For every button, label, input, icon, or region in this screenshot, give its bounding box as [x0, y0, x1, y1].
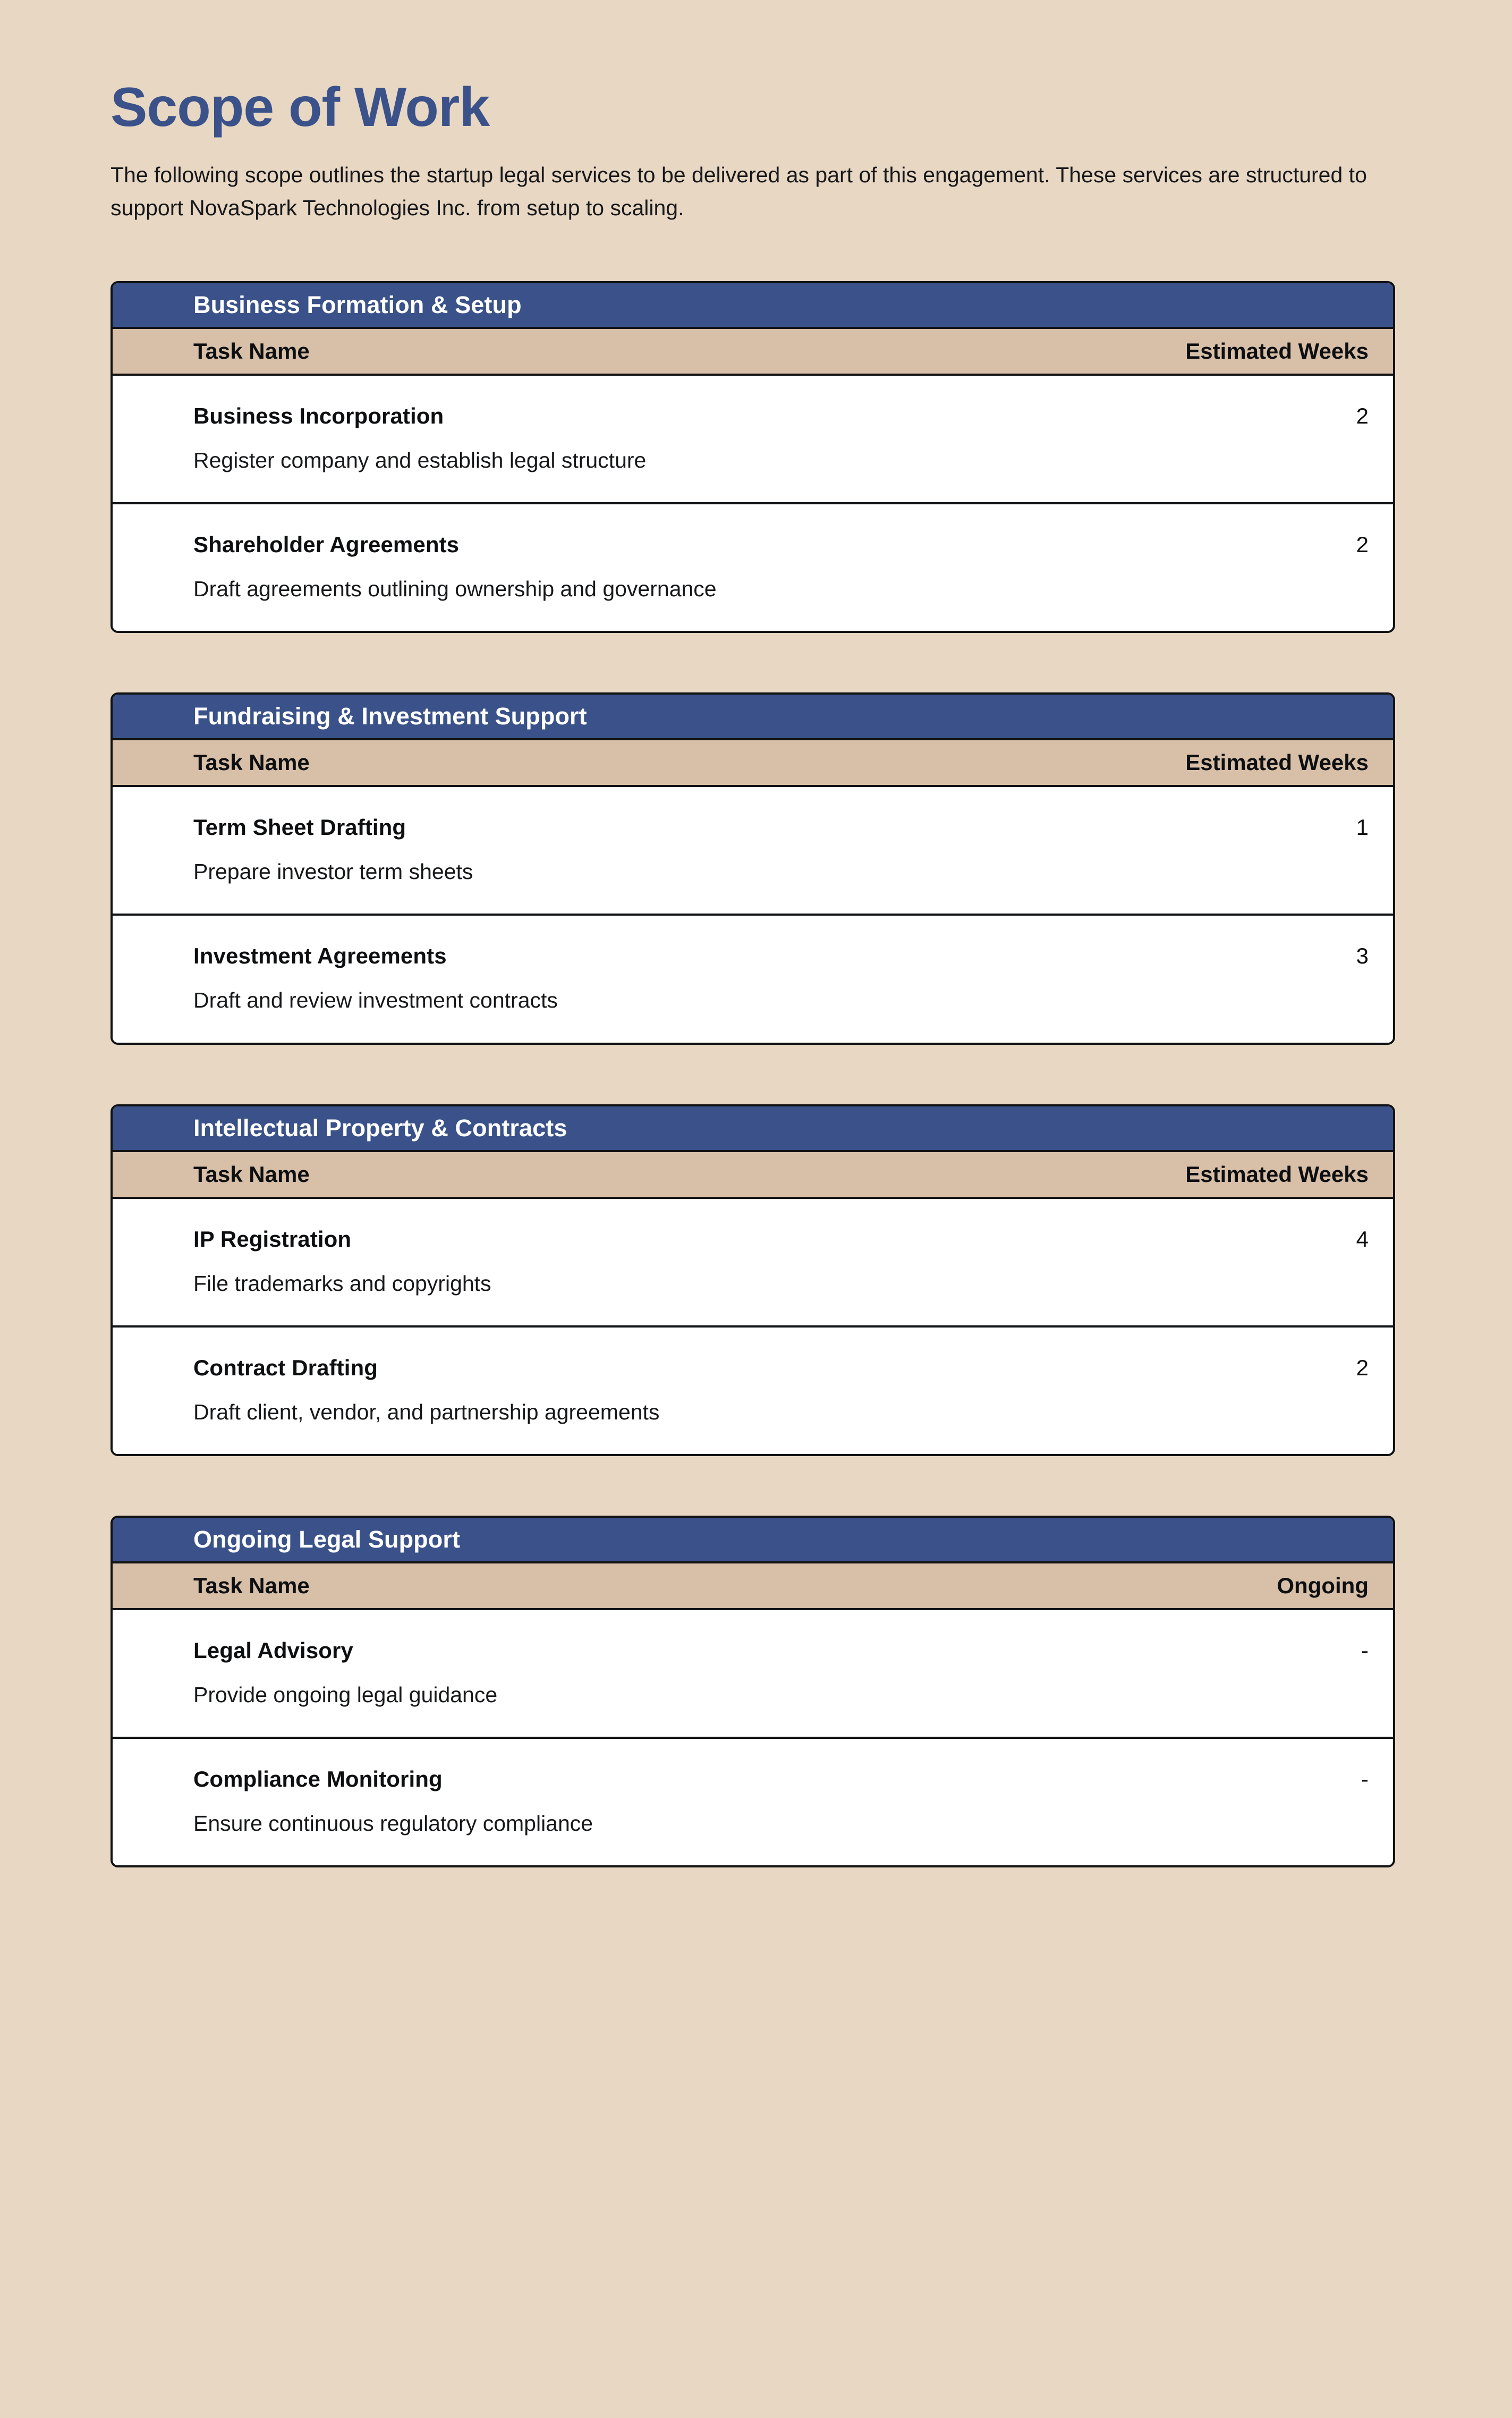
task-metric-value: 3 [1356, 943, 1369, 969]
task-name: Term Sheet Drafting [193, 815, 406, 840]
task-name: Business Incorporation [193, 403, 444, 428]
task-row-primary-line [193, 403, 1369, 428]
task-metric-value: 1 [1356, 815, 1369, 840]
task-description: Provide ongoing legal guidance [193, 1682, 498, 1707]
section-title: Business Formation & Setup [193, 291, 522, 318]
table-row [113, 1610, 1393, 1739]
page-title: Scope of Work [111, 77, 490, 138]
task-name: IP Registration [193, 1226, 352, 1252]
table-row [113, 787, 1393, 916]
section-title: Intellectual Property & Contracts [193, 1114, 567, 1142]
section-title: Ongoing Legal Support [193, 1525, 461, 1553]
task-row-primary-line [193, 1638, 1369, 1663]
task-name: Compliance Monitoring [193, 1766, 443, 1792]
column-header-task-name: Task Name [193, 750, 310, 775]
table-row [113, 504, 1393, 631]
task-description: Draft and review investment contracts [193, 988, 558, 1013]
column-header-task-name: Task Name [193, 1572, 310, 1598]
scope-section-card [111, 1516, 1395, 1867]
column-header-task-name: Task Name [193, 1161, 310, 1187]
table-column-header [113, 1563, 1393, 1610]
table-column-header [113, 1152, 1393, 1199]
task-metric-value: - [1361, 1637, 1369, 1663]
task-name: Legal Advisory [193, 1637, 353, 1663]
task-row-primary-line [193, 1766, 1369, 1791]
column-header-metric: Estimated Weeks [1185, 338, 1369, 363]
section-header [113, 695, 1393, 740]
section-header [113, 1106, 1393, 1152]
task-description: Register company and establish legal structure [193, 447, 647, 472]
task-description: File trademarks and copyrights [193, 1271, 491, 1296]
task-description: Draft client, vendor, and partnership agreements [193, 1399, 660, 1424]
task-name: Shareholder Agreements [193, 531, 460, 557]
column-header-metric: Estimated Weeks [1185, 750, 1369, 775]
scope-sections-list [111, 281, 1401, 1868]
section-header [113, 283, 1393, 329]
scope-section-card [111, 281, 1395, 633]
task-metric-value: - [1361, 1766, 1369, 1792]
intro-paragraph: The following scope outlines the startup legal services to be delivered as part of this engagement. These services are structured to support NovaSpark Technologies Inc. from setup to scaling. [111, 163, 1367, 221]
scope-section-card [111, 692, 1395, 1044]
section-header [113, 1518, 1393, 1563]
task-row-primary-line [193, 943, 1369, 968]
task-row-primary-line [193, 532, 1369, 557]
task-row-primary-line [193, 815, 1369, 840]
column-header-metric: Estimated Weeks [1185, 1161, 1369, 1187]
column-header-task-name: Task Name [193, 338, 310, 363]
task-metric-value: 2 [1356, 403, 1369, 428]
task-description: Ensure continuous regulatory compliance [193, 1811, 593, 1836]
table-row [113, 1739, 1393, 1865]
task-row-primary-line [193, 1227, 1369, 1252]
task-row-primary-line [193, 1355, 1369, 1380]
task-description: Prepare investor term sheets [193, 859, 473, 884]
table-row [113, 376, 1393, 504]
task-metric-value: 4 [1356, 1226, 1369, 1252]
task-name: Contract Drafting [193, 1355, 378, 1380]
section-title: Fundraising & Investment Support [193, 703, 587, 730]
table-row [113, 1199, 1393, 1328]
column-header-metric: Ongoing [1277, 1572, 1369, 1598]
task-name: Investment Agreements [193, 943, 447, 969]
table-row [113, 916, 1393, 1042]
scope-section-card [111, 1104, 1395, 1456]
table-row [113, 1328, 1393, 1454]
task-description: Draft agreements outlining ownership and governance [193, 576, 717, 601]
table-column-header [113, 329, 1393, 376]
table-column-header [113, 740, 1393, 787]
task-metric-value: 2 [1356, 1355, 1369, 1380]
task-metric-value: 2 [1356, 531, 1369, 557]
